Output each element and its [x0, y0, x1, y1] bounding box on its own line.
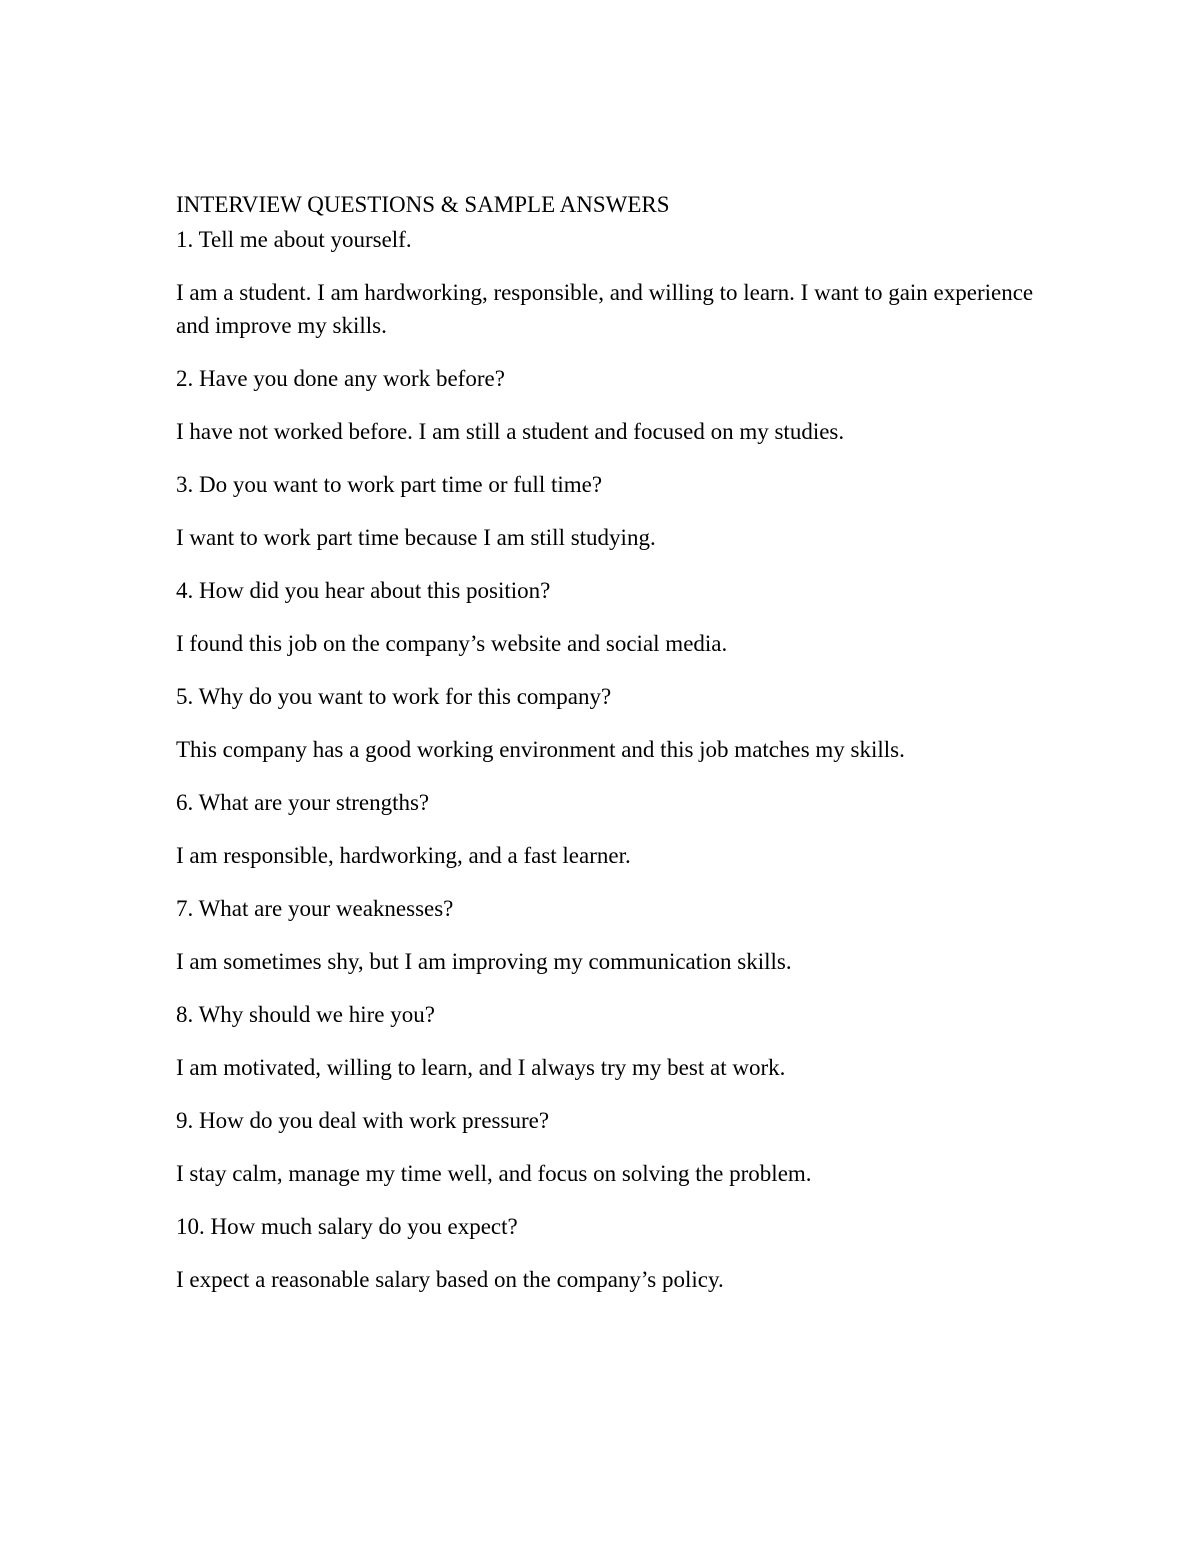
question-10: 10. How much salary do you expect?	[176, 1214, 518, 1239]
qa-item-4	[176, 574, 1036, 660]
question-3: 3. Do you want to work part time or full time?	[176, 472, 603, 497]
question-2: 2. Have you done any work before?	[176, 366, 505, 391]
document-title: INTERVIEW QUESTIONS & SAMPLE ANSWERS	[176, 192, 670, 217]
qa-item-7	[176, 892, 1036, 978]
qa-item-9	[176, 1104, 1036, 1190]
answer-7: I am sometimes shy, but I am improving my communication skills.	[176, 949, 792, 974]
qa-item-10	[176, 1210, 1036, 1296]
qa-item-3	[176, 468, 1036, 554]
answer-1: I am a student. I am hardworking, responsible, and willing to learn. I want to gain experience and improve my skills.	[176, 280, 1034, 338]
answer-2: I have not worked before. I am still a student and focused on my studies.	[176, 419, 845, 444]
answer-5: This company has a good working environment and this job matches my skills.	[176, 737, 905, 762]
question-1: 1. Tell me about yourself.	[176, 227, 412, 252]
question-7: 7. What are your weaknesses?	[176, 896, 454, 921]
answer-4: I found this job on the company’s website and social media.	[176, 631, 728, 656]
answer-9: I stay calm, manage my time well, and focus on solving the problem.	[176, 1161, 812, 1186]
qa-item-6	[176, 786, 1036, 872]
question-8: 8. Why should we hire you?	[176, 1002, 435, 1027]
qa-item-2	[176, 362, 1036, 448]
answer-6: I am responsible, hardworking, and a fast learner.	[176, 843, 631, 868]
question-6: 6. What are your strengths?	[176, 790, 430, 815]
question-5: 5. Why do you want to work for this company?	[176, 684, 612, 709]
qa-item-8	[176, 998, 1036, 1084]
question-4: 4. How did you hear about this position?	[176, 578, 551, 603]
answer-8: I am motivated, willing to learn, and I always try my best at work.	[176, 1055, 786, 1080]
answer-10: I expect a reasonable salary based on the company’s policy.	[176, 1267, 724, 1292]
document-body	[176, 188, 1036, 1316]
qa-item-1	[176, 223, 1036, 342]
answer-3: I want to work part time because I am still studying.	[176, 525, 656, 550]
question-9: 9. How do you deal with work pressure?	[176, 1108, 550, 1133]
qa-item-5	[176, 680, 1036, 766]
